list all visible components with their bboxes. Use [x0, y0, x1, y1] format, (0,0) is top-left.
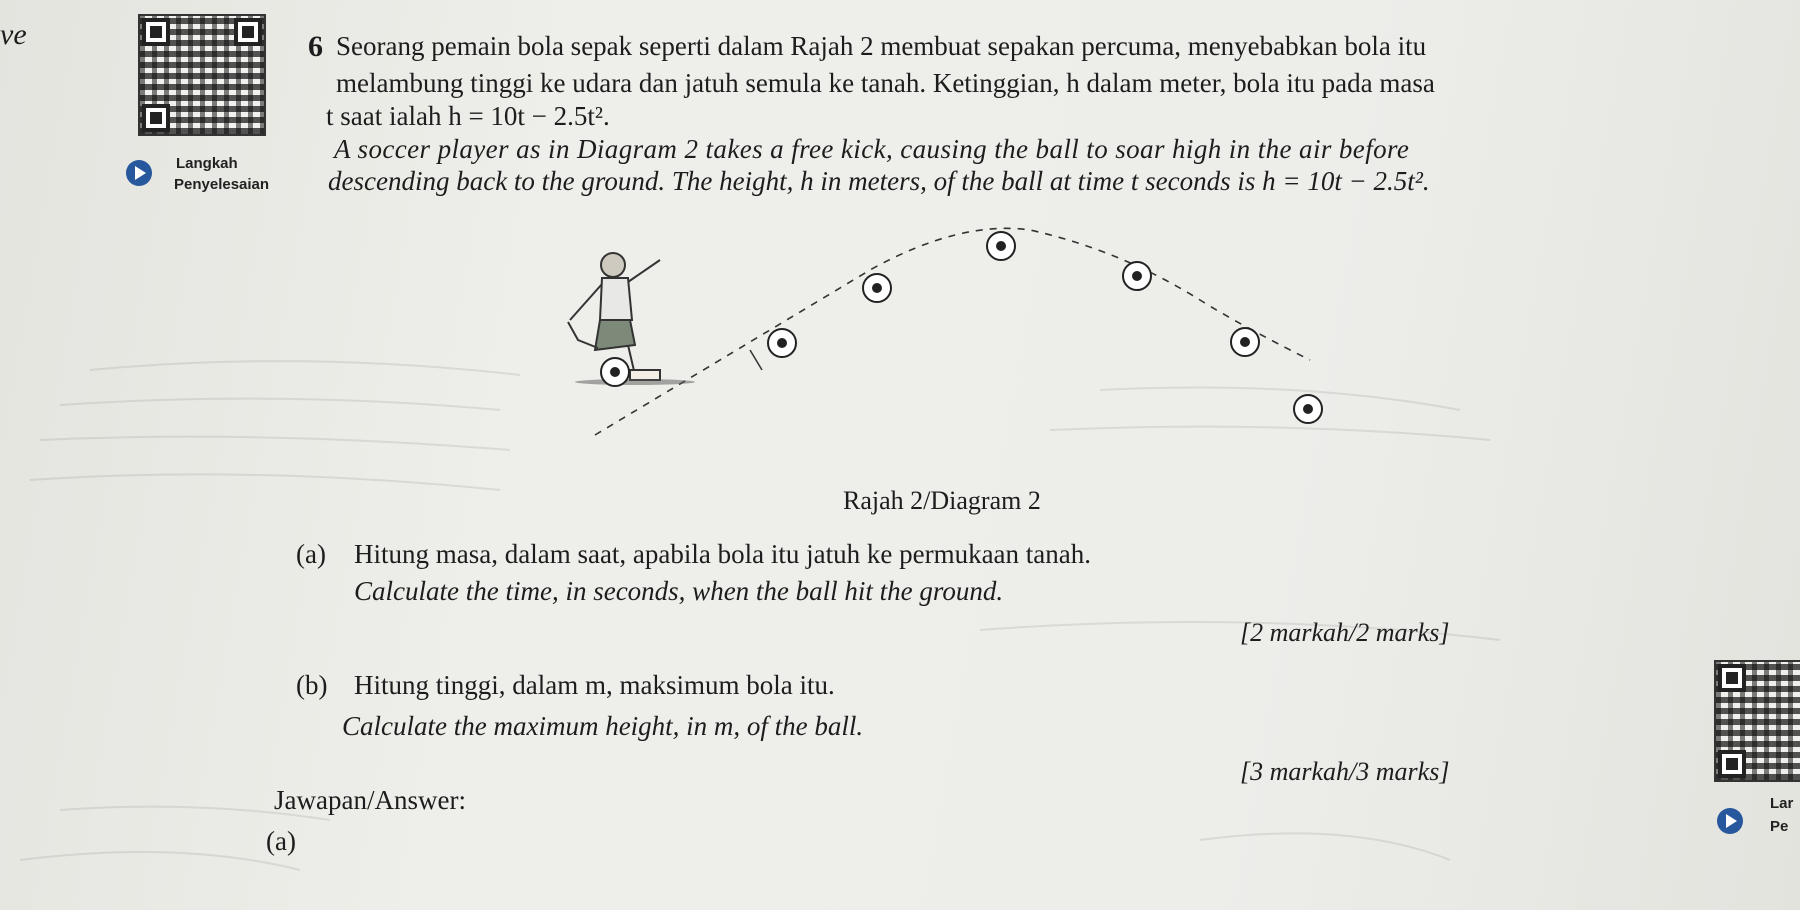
part-b-malay: Hitung tinggi, dalam m, maksimum bola itu.	[354, 670, 835, 700]
right-qr-label-line2: Pe	[1770, 818, 1789, 835]
question-malay-line2: melambung tinggi ke udara dan jatuh semula ke tanah. Ketinggian, h dalam meter, bola itu pada masa	[336, 68, 1435, 98]
qr-label-line1: Langkah	[176, 155, 238, 172]
qr-code-icon[interactable]	[138, 14, 266, 136]
question-english-line2: descending back to the ground. The height, h in meters, of the ball at time t seconds is h = 10t − 2.5t².	[328, 166, 1430, 196]
bleed-through-marks	[0, 280, 1800, 910]
part-a-english: Calculate the time, in seconds, when the ball hit the ground.	[354, 576, 1004, 606]
part-b-label: (b)	[296, 670, 328, 700]
part-a-marks: [2 markah/2 marks]	[1240, 618, 1450, 647]
part-a-label: (a)	[296, 539, 326, 569]
question-malay-line1: Seorang pemain bola sepak seperti dalam Rajah 2 membuat sepakan percuma, menyebabkan bola itu	[336, 31, 1427, 61]
answer-heading: Jawapan/Answer:	[274, 785, 466, 815]
question-english-line1: A soccer player as in Diagram 2 takes a free kick, causing the ball to soar high in the air before	[334, 134, 1410, 164]
diagram-caption: Rajah 2/Diagram 2	[843, 486, 1041, 515]
question-number: 6	[308, 30, 323, 63]
part-b-marks: [3 markah/3 marks]	[1240, 757, 1450, 786]
question-malay-line3: t saat ialah h = 10t − 2.5t².	[326, 101, 610, 131]
play-icon[interactable]	[126, 160, 152, 186]
part-b-english: Calculate the maximum height, in m, of the ball.	[342, 711, 864, 741]
part-a-malay: Hitung masa, dalam saat, apabila bola itu jatuh ke permukaan tanah.	[354, 539, 1092, 569]
right-qr-label-line1: Lar	[1770, 795, 1794, 812]
corner-fragment: ve	[0, 18, 27, 51]
answer-part-a-label: (a)	[266, 826, 296, 856]
qr-code-icon[interactable]	[1714, 660, 1800, 782]
soccer-ball-icon	[987, 232, 1015, 260]
qr-label-line2: Penyelesaian	[174, 176, 270, 193]
play-icon[interactable]	[1717, 808, 1743, 834]
